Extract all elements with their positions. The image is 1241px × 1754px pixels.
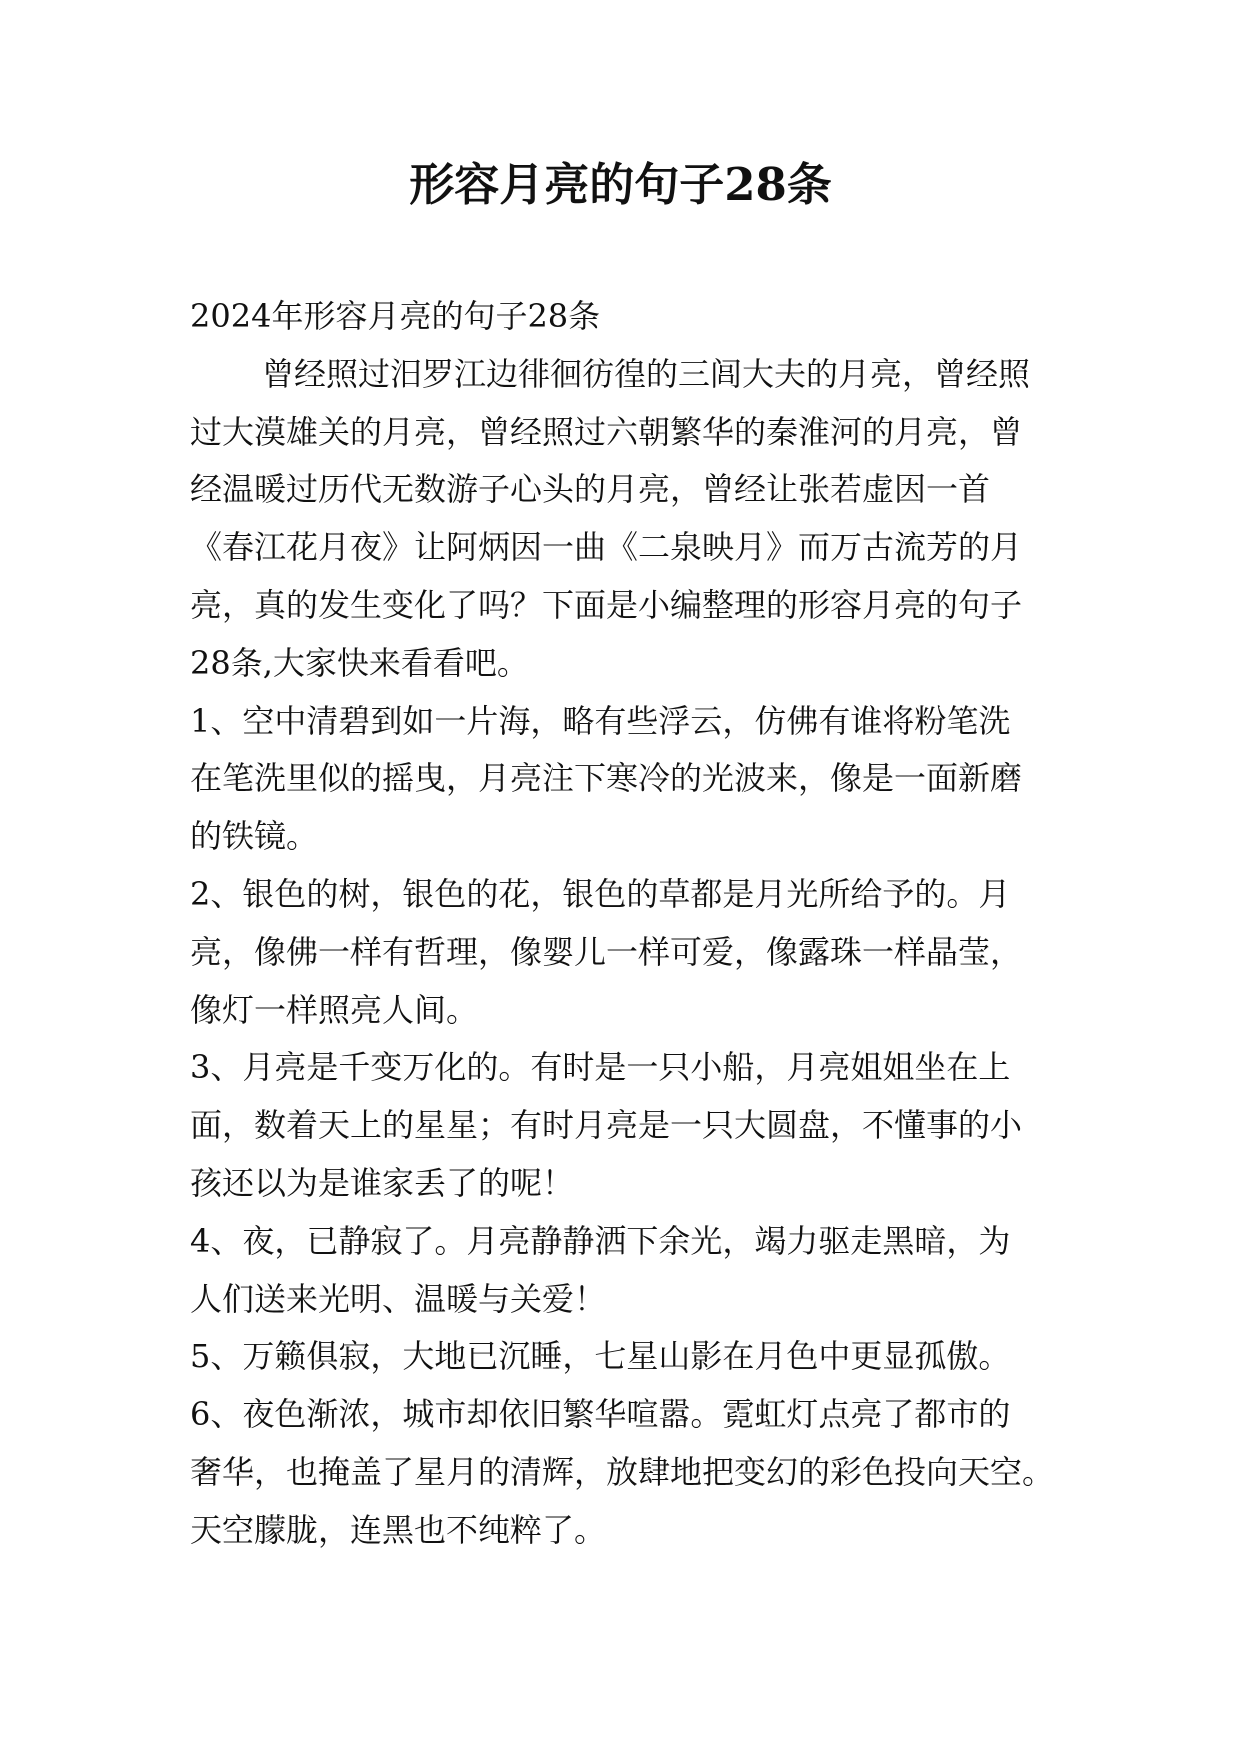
intro-line: 《春江花月夜》让阿炳因一曲《二泉映月》而万古流芳的月 xyxy=(190,528,1023,567)
item-1-line: 1、空中清碧到如一片海，略有些浮云，仿佛有谁将粉笔洗 xyxy=(190,701,1011,740)
document-body xyxy=(190,288,1065,1560)
document-title: 形容月亮的句子28条 xyxy=(409,158,832,211)
item-3-line: 3、月亮是千变万化的。有时是一只小船，月亮姐姐坐在上 xyxy=(190,1048,1011,1087)
intro-line: 经温暖过历代无数游子心头的月亮，曾经让张若虚因一首 xyxy=(190,470,991,509)
item-6-line: 6、夜色渐浓，城市却依旧繁华喧嚣。霓虹灯点亮了都市的 xyxy=(190,1395,1011,1434)
item-3-line: 面，数着天上的星星；有时月亮是一只大圆盘，不懂事的小 xyxy=(190,1106,1023,1145)
item-2-line: 像灯一样照亮人间。 xyxy=(190,990,479,1029)
item-6-line: 奢华，也掩盖了星月的清辉，放肆地把变幻的彩色投向天空。 xyxy=(190,1452,1055,1491)
intro-line: 亮，真的发生变化了吗？下面是小编整理的形容月亮的句子 xyxy=(190,585,1023,624)
item-4-line: 4、夜，已静寂了。月亮静静洒下余光，竭力驱走黑暗，为 xyxy=(190,1221,1011,1260)
item-4-line: 人们送来光明、温暖与关爱！ xyxy=(190,1279,607,1318)
item-6-line: 天空朦胧，连黑也不纯粹了。 xyxy=(190,1510,607,1549)
item-1-line: 在笔洗里似的摇曳，月亮注下寒冷的光波来，像是一面新磨 xyxy=(190,759,1023,798)
intro-line: 28条,大家快来看看吧。 xyxy=(190,643,529,682)
subtitle-line: 2024年形容月亮的句子28条 xyxy=(190,297,601,335)
item-2-line: 亮，像佛一样有哲理，像婴儿一样可爱，像露珠一样晶莹， xyxy=(190,932,1023,971)
intro-line: 曾经照过汨罗江边徘徊彷徨的三闾大夫的月亮，曾经照 xyxy=(262,354,1031,393)
item-5-line: 5、万籁俱寂，大地已沉睡，七星山影在月色中更显孤傲。 xyxy=(190,1337,1011,1376)
item-1-line: 的铁镜。 xyxy=(190,817,319,856)
intro-line: 过大漠雄关的月亮，曾经照过六朝繁华的秦淮河的月亮，曾 xyxy=(190,412,1023,451)
item-2-line: 2、银色的树，银色的花，银色的草都是月光所给予的。月 xyxy=(190,874,1011,913)
item-3-line: 孩还以为是谁家丢了的呢！ xyxy=(190,1163,575,1202)
